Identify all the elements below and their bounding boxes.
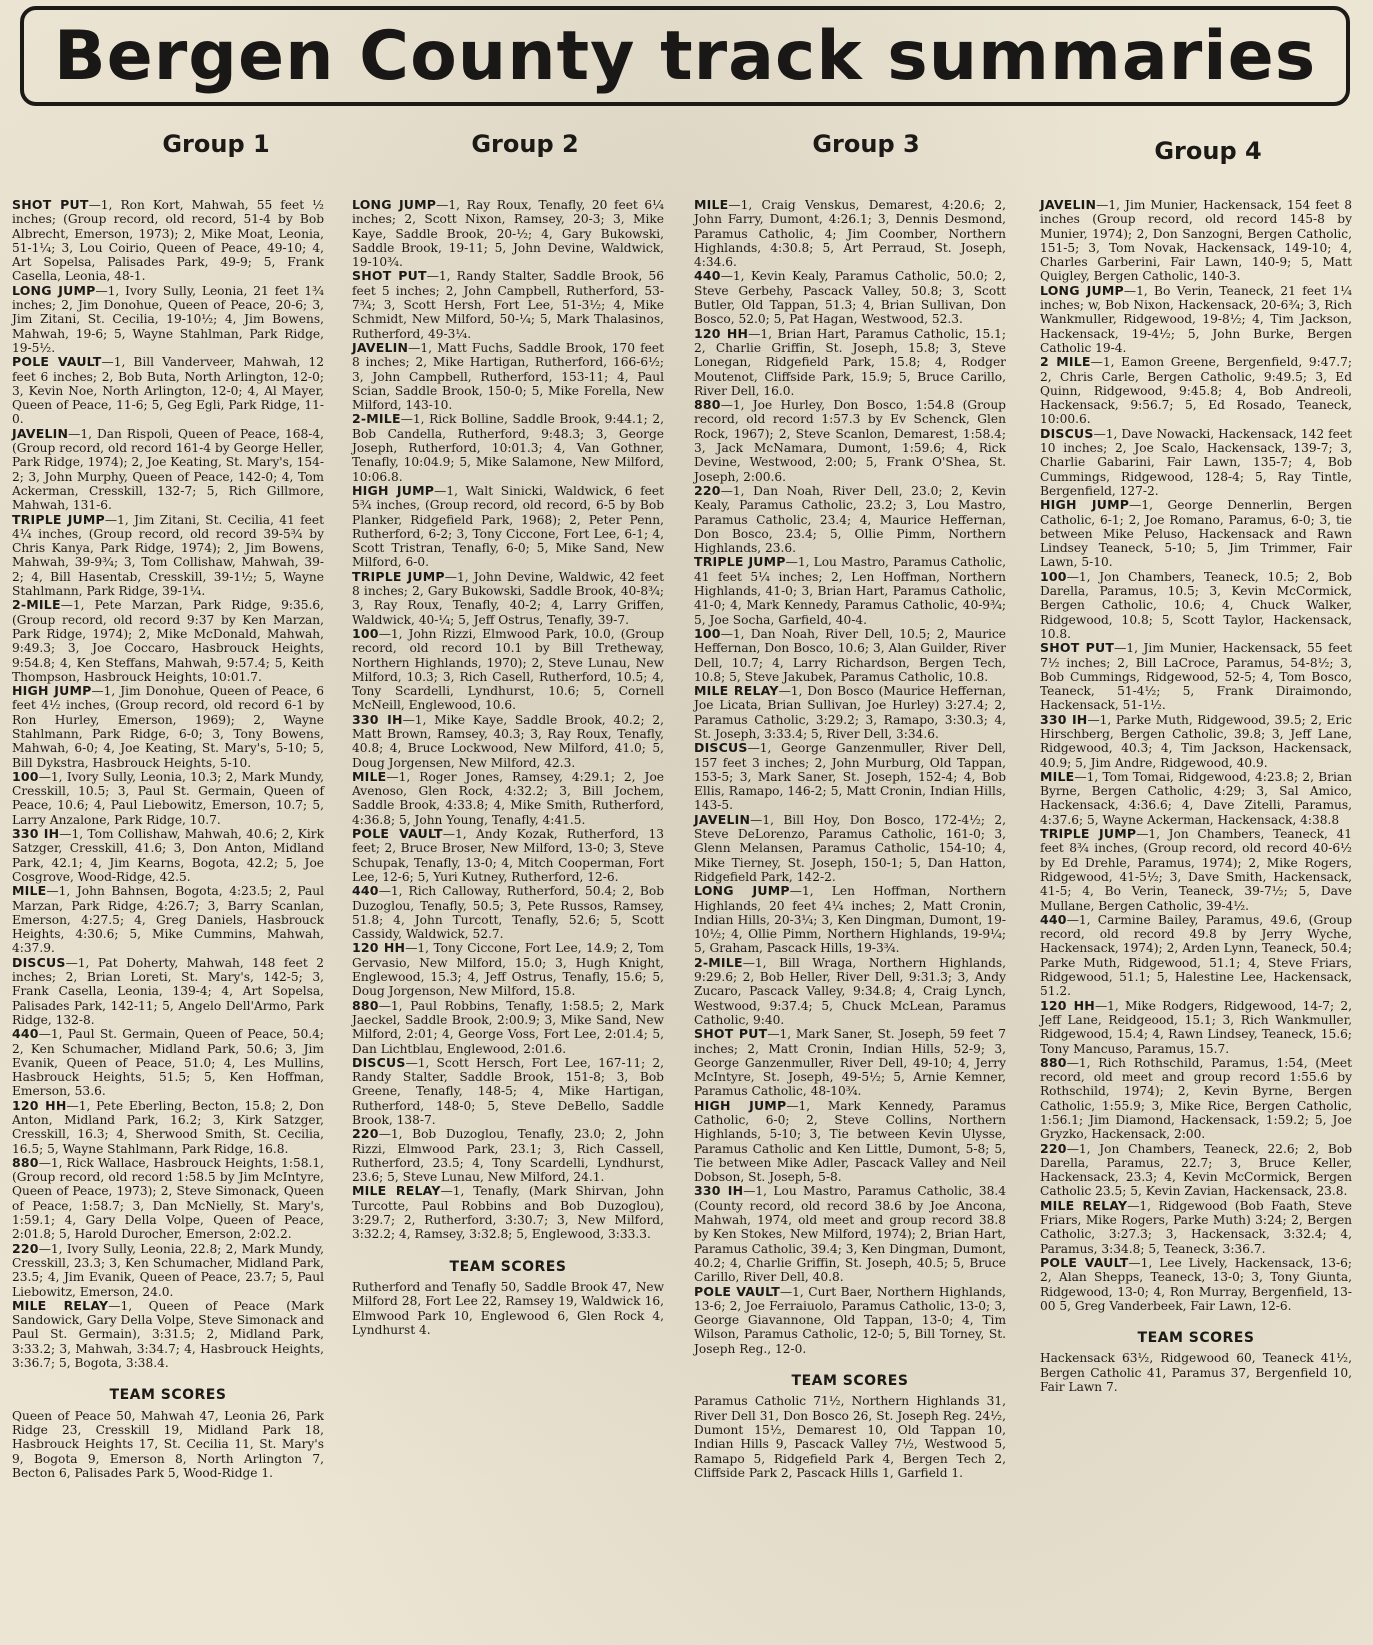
event-name: 880 xyxy=(12,1154,39,1170)
event-result xyxy=(694,684,1006,741)
event-text: —1, Jon Chambers, Teaneck, 41 feet 8¾ inches, (Group record, old record 40-6½ by Ed Drehle, Paramus, 1974); 2, Mike Rogers, Ridgewood, 41-5½; 3, Dave Smith, Hackensack, 41-5; 4, Bo Verin, Teaneck, 39-7½; 5, Dave Mullane, Bergen Catholic, 39-4½. xyxy=(1040,827,1352,913)
event-result xyxy=(12,1242,324,1299)
event-name: POLE VAULT xyxy=(694,1283,780,1299)
event-name: 220 xyxy=(1040,1140,1067,1156)
event-text: —1, Tenafly, (Mark Shirvan, John Turcotte, Paul Robbins and Bob Duzoglou), 3:29.7; 2, Rutherford, 3:30.7; 3, New Milford, 3:32.2; 4, Ramsey, 3:32.8; 5, Englewood, 3:33.3. xyxy=(352,1184,664,1242)
event-name: 2 MILE xyxy=(1040,354,1091,370)
event-result xyxy=(1040,827,1352,913)
event-text: —1, Paul St. Germain, Queen of Peace, 50.4; 2, Ken Schumacher, Midland Park, 50.6; 3, Jim Evanik, Queen of Peace, 51.0; 4, Les Mullins, Hasbrouck Heights, 51.5; 5, Ken Hoffman, Emerson, 53.6. xyxy=(12,1027,324,1099)
event-name: 100 xyxy=(1040,568,1067,584)
team-scores-text: Paramus Catholic 71½, Northern Highlands 31, River Dell 31, Don Bosco 26, St. Joseph Reg. 24½, Dumont 15½, Demarest 10, Old Tappan 10, Indian Hills 9, Pascack Valley 7½, Westwood 5, Ramapo 5, Ridgefield Park 4, Bergen Tech 2, Cliffside Park 2, Pascack Hills 1, Garfield 1. xyxy=(694,1394,1006,1480)
event-name: LONG JUMP xyxy=(1040,282,1124,298)
event-result xyxy=(12,884,324,955)
event-result xyxy=(12,513,324,599)
event-name: 2-MILE xyxy=(694,954,743,970)
event-text: —1, Walt Sinicki, Waldwick, 6 feet 5¾ inches, (Group record, old record, 6-5 by Bob Planker, Ridgefield Park, 1968); 2, Peter Penn, Rutherford, 6-2; 3, Tony Ciccone, Fort Lee, 6-1; 4, Scott Tristran, Tenafly, 6-0; 5, Mike Sand, New Milford, 6-0. xyxy=(352,483,665,570)
event-result xyxy=(12,284,324,355)
event-result xyxy=(12,355,324,426)
event-text: —1, Jim Donohue, Queen of Peace, 6 feet 4½ inches, (Group record, old record 6-1 by Ron Hurley, Emerson, 1969); 2, Wayne Stahlmann, Park Ridge, 6-0; 3, Tony Bowens, Mahwah, 6-0; 4, Joe Keating, St. Mary's, 5-10; 5, Bill Dykstra, Hasbrouck Heights, 5-10. xyxy=(12,684,325,770)
event-result xyxy=(1040,427,1352,498)
event-name: DISCUS xyxy=(12,954,66,970)
event-name: HIGH JUMP xyxy=(12,683,92,699)
event-result xyxy=(352,484,664,570)
event-text: —1, Rich Calloway, Rutherford, 50.4; 2, Bob Duzoglou, Tenafly, 50.5; 3, Pete Russos, Ramsey, 51.8; 4, John Turcott, Tenafly, 52.6; 5, Scott Cassidy, Waldwick, 52.7. xyxy=(352,884,664,942)
event-result xyxy=(12,1099,324,1156)
event-text: —1, Mark Saner, St. Joseph, 59 feet 7 inches; 2, Matt Cronin, Indian Hills, 52-9; 3, George Ganzenmuller, River Dell, 49-10; 4, Jerry McIntyre, St. Joseph, 49-5½; 5, Arnie Kemner, Paramus Catholic, 48-10¾. xyxy=(694,1027,1006,1099)
event-name: HIGH JUMP xyxy=(1040,497,1130,513)
event-result xyxy=(352,999,664,1056)
group-4-heading: Group 4 xyxy=(1154,137,1262,165)
event-text: —1, Ivory Sully, Leonia, 22.8; 2, Mark Mundy, Cresskill, 23.3; 3, Ken Schumacher, Midland Park, 23.5; 4, Jim Evanik, Queen of Peace, 23.7; 5, Paul Liebowitz, Emerson, 24.0. xyxy=(12,1241,324,1299)
event-result xyxy=(12,770,324,827)
event-result xyxy=(12,1027,324,1098)
event-name: 440 xyxy=(12,1026,39,1042)
event-result xyxy=(352,713,664,770)
event-text: —1, Eamon Greene, Bergenfield, 9:47.7; 2, Chris Carle, Bergen Catholic, 9:49.5; 3, Ed Quinn, Ridgewood, 9:45.8; 4, Bob Andreoli, Hackensack, 9:56.7; 5, Ed Rosado, Teaneck, 10:00.6. xyxy=(1040,355,1352,427)
event-name: SHOT PUT xyxy=(1040,640,1115,656)
event-text: —1, Tony Ciccone, Fort Lee, 14.9; 2, Tom Gervasio, New Milford, 15.0; 3, Hugh Knight, Englewood, 15.3; 4, Jeff Ostrus, Tenafly, 15.6; 5, Doug Jorgenson, New Milford, 15.8. xyxy=(352,941,664,999)
event-result xyxy=(1040,713,1352,770)
event-text: —1, Scott Hersch, Fort Lee, 167-11; 2, Randy Stalter, Saddle Brook, 151-8; 3, Bob Greene, Tenafly, 148-5; 4, Mike Hartigan, Rutherford, 148-0; 5, Steve DeBello, Saddle Brook, 138-7. xyxy=(352,1055,664,1127)
event-text: —1, Lee Lively, Hackensack, 13-6; 2, Alan Shepps, Teaneck, 13-0; 3, Tony Giunta, Ridgewood, 13-0; 4, Ron Murray, Bergenfield, 13-00 5, Greg Vanderbeek, Fair Lawn, 12-6. xyxy=(1040,1255,1352,1313)
event-name: MILE RELAY xyxy=(352,1183,441,1199)
event-text: —1, Len Hoffman, Northern Highlands, 20 feet 4¼ inches; 2, Matt Cronin, Indian Hills, 20-3¼; 3, Ken Dingman, Dumont, 19-10½; 4, Ollie Pimm, Northern Highlands, 19-9¼; 5, Graham, Pascack Hills, 19-3¾. xyxy=(694,884,1006,956)
event-text: —1, Parke Muth, Ridgewood, 39.5; 2, Eric Hirschberg, Bergen Catholic, 39.8; 3, Jeff Lane, Ridgewood, 40.3; 4, Tim Jackson, Hackensack, 40.9; 5, Jim Andre, Ridgewood, 40.9. xyxy=(1040,712,1353,770)
event-text: —1, Ray Roux, Tenafly, 20 feet 6¼ inches; 2, Scott Nixon, Ramsey, 20-3; 3, Mike Kaye, Saddle Brook, 20-½; 4, Gary Bukowski, Saddle Brook, 19-11; 5, John Devine, Waldwick, 19-10¾. xyxy=(352,198,664,270)
event-name: 330 IH xyxy=(1040,711,1088,727)
event-result xyxy=(1040,770,1352,827)
event-name: TRIPLE JUMP xyxy=(12,511,105,527)
team-scores-text: Hackensack 63½, Ridgewood 60, Teaneck 41½, Bergen Catholic 41, Paramus 37, Bergenfield 10, Fair Lawn 7. xyxy=(1040,1351,1352,1395)
event-result xyxy=(1040,570,1352,641)
group-3-column xyxy=(694,198,1006,1480)
event-text: —1, George Dennerlin, Bergen Catholic, 6-1; 2, Joe Romano, Paramus, 6-0; 3, tie between Mike Peluso, Hackensack and Rawn Lindsey Teaneck, 5-10; 5, Jim Trimmer, Fair Lawn, 5-10. xyxy=(1040,498,1352,570)
event-text: —1, Tom Collishaw, Mahwah, 40.6; 2, Kirk Satzger, Cresskill, 41.6; 3, Don Anton, Midland Park, 42.1; 4, Jim Kearns, Bogota, 42.2; 5, Joe Cosgrove, Wood-Ridge, 42.5. xyxy=(12,827,324,884)
event-text: —1, Bill Wraga, Northern Highlands, 9:29.6; 2, Bob Heller, River Dell, 9:31.3; 3, Andy Zucaro, Pascack Valley, 9:34.8; 4, Craig Lynch, Westwood, 9:37.4; 5, Chuck McLean, Paramus Catholic, 9:40. xyxy=(694,955,1006,1027)
event-text: —1, Lou Mastro, Paramus Catholic, 41 feet 5¼ inches; 2, Len Hoffman, Northern Highlands, 41-0; 3, Brian Hart, Paramus Catholic, 41-0; 4, Mark Kennedy, Paramus Catholic, 40-9¾; 5, Joe Socha, Garfield, 40-4. xyxy=(694,555,1007,627)
event-name: 2-MILE xyxy=(352,411,401,427)
event-name: SHOT PUT xyxy=(12,197,89,212)
event-name: MILE RELAY xyxy=(12,1297,109,1313)
event-result xyxy=(694,1184,1006,1284)
event-text: —1, Roger Jones, Ramsey, 4:29.1; 2, Joe Avenoso, Glen Rock, 4:32.2; 3, Bill Jochem, Saddle Brook, 4:33.8; 4, Mike Smith, Rutherford, 4:36.8; 5, John Young, Tenafly, 4:41.5. xyxy=(352,769,664,827)
event-text: —1, Rich Rothschild, Paramus, 1:54, (Meet record, old meet and group record 1:55.6 by Rothschild, 1974); 2, Kevin Byrne, Bergen Catholic, 1:55.9; 3, Mike Rice, Bergen Catholic, 1:56.1; Jim Diamond, Hackensack, 1:59.2; 5, Joe Gryzko, Hackensack, 2:00. xyxy=(1040,1055,1352,1142)
event-text: —1, Bill Vanderveer, Mahwah, 12 feet 6 inches; 2, Bob Buta, North Arlington, 12-0; 3, Kevin Noe, North Arlington, 12-0; 4, Al Mayer, Queen of Peace, 11-6; 5, Geg Egli, Park Ridge, 11-0. xyxy=(12,355,324,427)
event-text: —1, Joe Hurley, Don Bosco, 1:54.8 (Group record, old record 1:57.3 by Ev Schenck, Glen Rock, 1967); 2, Steve Scanlon, Demarest, 1:58.4; 3, Jack McNamara, Dumont, 1:59.6; 4, Rick Devine, Westwood, 2:00; 5, Frank O'Shea, St. Joseph, 2:00.6. xyxy=(694,398,1006,484)
event-result xyxy=(352,570,664,627)
event-result xyxy=(1040,641,1352,712)
event-name: MILE xyxy=(1040,768,1075,784)
event-text: —1, John Bahnsen, Bogota, 4:23.5; 2, Paul Marzan, Park Ridge, 4:26.7; 3, Barry Scanlan, Emerson, 4:27.5; 4, Greg Daniels, Hasbrouck Heights, 4:30.6; 5, Mike Cummins, Mahwah, 4:37.9. xyxy=(12,884,324,956)
event-name: 220 xyxy=(12,1240,39,1256)
event-text: —1, Pat Doherty, Mahwah, 148 feet 2 inches; 2, Brian Loreti, St. Mary's, 142-5; 3, Frank Casella, Leonia, 139-4; 4, Art Sopelsa, Palisades Park, 142-11; 5, Angelo Dell'Armo, Park Ridge, 132-8. xyxy=(12,955,324,1027)
event-result xyxy=(1040,198,1352,284)
event-result xyxy=(1040,1199,1352,1256)
event-name: JAVELIN xyxy=(12,425,69,441)
team-scores-heading: TEAM SCORES xyxy=(449,1258,567,1275)
event-name: 330 IH xyxy=(12,826,60,842)
group-3-heading: Group 3 xyxy=(812,130,920,158)
event-result xyxy=(352,1127,664,1184)
event-text: —1, Don Bosco (Maurice Heffernan, Joe Licata, Brian Sullivan, Joe Hurley) 3:27.4; 2, Paramus Catholic, 3:29.2; 3, Ramapo, 3:30.3; 4, St. Joseph, 3:33.4; 5, River Dell, 3:34.6. xyxy=(694,684,1006,741)
event-name: 440 xyxy=(352,883,379,899)
team-scores-heading: TEAM SCORES xyxy=(791,1373,909,1390)
event-text: —1, Andy Kozak, Rutherford, 13 feet; 2, Bruce Broser, New Milford, 13-0; 3, Steve Schupak, Tenafly, 13-0; 4, Mitch Cooperman, Fort Lee, 12-6; 5, Yuri Kutney, Rutherford, 12-6. xyxy=(352,827,664,884)
event-result xyxy=(12,827,324,884)
event-result xyxy=(352,412,664,483)
event-result xyxy=(694,1099,1006,1185)
event-name: JAVELIN xyxy=(694,811,751,827)
event-name: 120 HH xyxy=(694,325,749,341)
event-text: —1, Curt Baer, Northern Highlands, 13-6; 2, Joe Ferraiuolo, Paramus Catholic, 13-0; 3, George Giavannone, Old Tappan, 13-0; 4, Tim Wilson, Paramus Catholic, 12-0; 5, Bill Torney, St. Joseph Reg., 12-0. xyxy=(694,1284,1006,1356)
event-text: —1, Dan Noah, River Dell, 23.0; 2, Kevin Kealy, Paramus Catholic, 23.2; 3, Lou Mastro, Paramus Catholic, 23.4; 4, Maurice Heffernan, Don Bosco, 23.4; 5, Ollie Pimm, Northern Highlands, 23.6. xyxy=(694,483,1006,556)
event-result xyxy=(694,555,1006,626)
event-name: LONG JUMP xyxy=(352,197,437,212)
event-result xyxy=(694,198,1006,269)
event-result xyxy=(694,1285,1006,1356)
event-result xyxy=(694,741,1006,812)
event-result xyxy=(352,884,664,941)
page-title: Bergen County track summaries xyxy=(53,16,1317,96)
event-result xyxy=(352,341,664,412)
event-result xyxy=(12,198,324,284)
event-result xyxy=(12,684,324,770)
event-text: —1, Bob Duzoglou, Tenafly, 23.0; 2, John Rizzi, Elmwood Park, 23.1; 3, Rich Cassell, Rutherford, 23.5; 4, Tony Scardelli, Lyndhurst, 23.6; 5, Steve Lunau, New Milford, 24.1. xyxy=(352,1127,664,1185)
event-name: 120 HH xyxy=(12,1097,67,1113)
event-result xyxy=(1040,498,1352,569)
event-text: —1, Mike Rodgers, Ridgewood, 14-7; 2, Jeff Lane, Reidgeood, 15.1; 3, Rich Wankmuller, Ridgewood, 15.4; 4, Rawn Lindsey, Teaneck, 15.6; Tony Mancuso, Paramus, 15.7. xyxy=(1040,998,1352,1056)
event-name: 330 IH xyxy=(694,1183,744,1199)
group-2-heading: Group 2 xyxy=(471,130,579,158)
event-name: DISCUS xyxy=(1040,425,1094,441)
event-name: 880 xyxy=(352,997,379,1013)
event-result xyxy=(1040,355,1352,426)
event-result xyxy=(1040,1256,1352,1313)
event-text: —1, Pete Eberling, Becton, 15.8; 2, Don Anton, Midland Park, 16.2; 3, Kirk Satzger, Cresskill, 16.3; 4, Sherwood Smith, St. Cecilia, 16.5; 5, Wayne Stahlmann, Park Ridge, 16.8. xyxy=(12,1098,325,1156)
event-name: MILE RELAY xyxy=(1040,1197,1128,1213)
event-name: MILE xyxy=(12,883,47,899)
event-text: —1, Dan Rispoli, Queen of Peace, 168-4, (Group record, old record 161-4 by George Heller, Park Ridge, 1974); 2, Joe Keating, St. Mary's, 154-2; 3, John Murphy, Queen of Peace, 142-0; 4, Tom Ackerman, Cresskill, 132-7; 5, Rich Gillmore, Mahwah, 131-6. xyxy=(12,426,324,513)
event-result xyxy=(694,813,1006,884)
event-result xyxy=(694,269,1006,326)
event-result xyxy=(12,1299,324,1370)
event-text: —1, Pete Marzan, Park Ridge, 9:35.6, (Group record, old record 9:37 by Ken Marzan, Park Ridge, 1974); 2, Mike McDonald, Mahwah, 9:49.3; 3, Joe Coccaro, Hasbrouck Heights, 9:54.8; 4, Ken Steffans, Mahwah, 9:57.4; 5, Keith Thompson, Hasbrouck Heights, 10:01.7. xyxy=(12,598,324,684)
event-text: —1, Tom Tomai, Ridgewood, 4:23.8; 2, Brian Byrne, Bergen Catholic, 4:29; 3, Sal Amico, Hackensack, 4:36.6; 4, Dave Zitelli, Paramus, 4:37.6; 5, Wayne Ackerman, Hackensack, 4:38.8 xyxy=(1040,769,1352,827)
event-name: MILE RELAY xyxy=(694,683,779,699)
event-result xyxy=(694,627,1006,684)
event-text: —1, Mike Kaye, Saddle Brook, 40.2; 2, Matt Brown, Ramsey, 40.3; 3, Ray Roux, Tenafly, 40.8; 4, Bruce Lockwood, New Milford, 41.0; 5, Doug Jorgensen, New Milford, 42.3. xyxy=(352,712,664,770)
event-text: —1, Ivory Sully, Leonia, 21 feet 1¾ inches; 2, Jim Donohue, Queen of Peace, 20-6; 3, Jim Zitani, St. Cecilia, 19-10½; 4, Jim Bowens, Mahwah, 19-6; 5, Wayne Stahlman, Park Ridge, 19-5½. xyxy=(12,283,324,355)
event-text: —1, Jim Munier, Hackensack, 154 feet 8 inches (Group record, old record 145-8 by Munier, 1974); 2, Don Sanzogni, Bergen Catholic, 151-5; 3, Tom Novak, Hackensack, 149-10; 4, Charles Garberini, Fair Lawn, 140-9; 5, Matt Quigley, Bergen Catholic, 140-3. xyxy=(1040,198,1352,284)
event-name: DISCUS xyxy=(694,740,748,756)
event-name: 330 IH xyxy=(352,711,403,727)
event-name: POLE VAULT xyxy=(352,826,443,842)
event-result xyxy=(352,1184,664,1241)
event-result xyxy=(694,484,1006,555)
event-text: —1, Ron Kort, Mahwah, 55 feet ½ inches; (Group record, old record, 51-4 by Bob Albrecht, Emerson, 1973); 2, Mike Moat, Leonia, 51-1¼; 3, Lou Coirio, Queen of Peace, 49-10; 4, Art Sopelsa, Palisades Park, 49-9; 5, Frank Casella, Leonia, 48-1. xyxy=(12,198,324,284)
event-name: JAVELIN xyxy=(352,339,409,355)
event-name: 880 xyxy=(694,397,721,413)
event-name: 120 HH xyxy=(1040,997,1095,1013)
event-text: —1, Paul Robbins, Tenafly, 1:58.5; 2, Mark Jaeckel, Saddle Brook, 2:00.9; 3, Mike Sand, New Milford, 2:01; 4, George Voss, Fort Lee, 2:01.4; 5, Dan Lichtblau, Englewood, 2:01.6. xyxy=(352,998,664,1056)
event-text: —1, Brian Hart, Paramus Catholic, 15.1; 2, Charlie Griffin, St. Joseph, 15.8; 3, Steve Lonegan, Ridgefield Park, 15.8; 4, Rodger Moutenot, Cliffside Park, 15.9; 5, Bruce Carillo, River Dell, 16.0. xyxy=(694,326,1006,398)
event-result xyxy=(352,1056,664,1127)
event-name: 220 xyxy=(694,482,721,498)
event-text: —1, Matt Fuchs, Saddle Brook, 170 feet 8 inches; 2, Mike Hartigan, Rutherford, 166-6½; 3, John Campbell, Rutherford, 153-11; 4, Paul Scian, Saddle Brook, 150-0; 5, Mike Forella, New Milford, 143-10. xyxy=(352,340,664,413)
group-1-column xyxy=(12,198,324,1480)
event-text: —1, Rick Bolline, Saddle Brook, 9:44.1; 2, Bob Candella, Rutherford, 9:48.3; 3, George Joseph, Rutherford, 10:01.3; 4, Van Gothner, Tenafly, 10:04.9; 5, Mike Salamone, New Milford, 10:06.8. xyxy=(352,412,664,484)
event-text: —1, Kevin Kealy, Paramus Catholic, 50.0; 2, Steve Gerbehy, Pascack Valley, 50.8; 3, Scott Butler, Old Tappan, 51.3; 4, Brian Sullivan, Don Bosco, 52.0; 5, Pat Hagan, Westwood, 52.3. xyxy=(694,269,1006,327)
event-text: —1, Jon Chambers, Teaneck, 22.6; 2, Bob Darella, Paramus, 22.7; 3, Bruce Keller, Hackensack, 23.3; 4, Kevin McCormick, Bergen Catholic 23.5; 5, Kevin Zavian, Hackensack, 23.8. xyxy=(1040,1141,1352,1199)
event-text: —1, Lou Mastro, Paramus Catholic, 38.4 (County record, old record 38.6 by Joe Ancona, Mahwah, 1974, old meet and group record 38.8 by Ken Stokes, New Milford, 1974); 2, Brian Hart, Paramus Catholic, 39.4; 3, Ken Dingman, Dumont, 40.2; 4, Charlie Griffin, St. Joseph, 40.5; 5, Bruce Carillo, River Dell, 40.8. xyxy=(694,1184,1006,1285)
event-result xyxy=(12,598,324,684)
team-scores-text: Rutherford and Tenafly 50, Saddle Brook 47, New Milford 28, Fort Lee 22, Ramsey 19, Waldwick 16, Elmwood Park 10, Englewood 6, Glen Rock 4, Lyndhurst 4. xyxy=(352,1279,664,1337)
event-text: —1, Ivory Sully, Leonia, 10.3; 2, Mark Mundy, Cresskill, 10.5; 3, Paul St. Germain, Queen of Peace, 10.6; 4, Paul Liebowitz, Emerson, 10.7; 5, Larry Anzalone, Park Ridge, 10.7. xyxy=(12,769,324,827)
event-result xyxy=(12,956,324,1027)
event-text: —1, Craig Venskus, Demarest, 4:20.6; 2, John Farry, Dumont, 4:26.1; 3, Dennis Desmond, Paramus Catholic, 4; Jim Coomber, Northern Highlands, 4:30.8; 5, Art Perraud, St. Joseph, 4:34.6. xyxy=(694,198,1006,270)
team-scores-heading: TEAM SCORES xyxy=(1137,1330,1255,1347)
event-result xyxy=(352,627,664,713)
event-result xyxy=(352,269,664,340)
event-result xyxy=(352,198,664,269)
event-name: DISCUS xyxy=(352,1054,406,1070)
event-result xyxy=(694,1027,1006,1098)
event-name: POLE VAULT xyxy=(12,354,102,370)
event-name: 2-MILE xyxy=(12,597,61,613)
event-result xyxy=(694,327,1006,398)
event-result xyxy=(352,770,664,827)
event-result xyxy=(1040,913,1352,999)
group-1-heading: Group 1 xyxy=(162,130,270,158)
event-text: —1, Bill Hoy, Don Bosco, 172-4½; 2, Steve DeLorenzo, Paramus Catholic, 161-0; 3, Glenn Melansen, Paramus Catholic, 154-10; 4, Mike Tierney, St. Joseph, 150-1; 5, Dan Hatton, Ridgefield Park, 142-2. xyxy=(694,812,1006,884)
event-text: —1, Mark Kennedy, Paramus Catholic, 6-0; 2, Steve Collins, Northern Highlands, 5-10; 3, Tie between Kevin Ulysse, Paramus Catholic and Ken Little, Dumont, 5-8; 5, Tie between Mike Adler, Pascack Valley and Neil Dobson, St. Joseph, 5-8. xyxy=(694,1098,1006,1185)
event-text: —1, Jim Zitani, St. Cecilia, 41 feet 4¼ inches, (Group record, old record 39-5¾ by Chris Kanya, Park Ridge, 1974); 2, Jim Bowens, Mahwah, 39-9¾; 3, Tom Collishaw, Mahwah, 39-2; 4, Bill Hasentab, Cresskill, 39-1½; 5, Wayne Stahlmann, Park Ridge, 39-1¼. xyxy=(12,512,324,599)
event-result xyxy=(694,884,1006,955)
event-name: 440 xyxy=(694,268,721,284)
event-result xyxy=(1040,1056,1352,1142)
event-name: LONG JUMP xyxy=(12,282,96,298)
event-name: SHOT PUT xyxy=(352,268,427,284)
event-result xyxy=(352,941,664,998)
group-4-column xyxy=(1040,198,1352,1394)
event-name: TRIPLE JUMP xyxy=(352,568,445,584)
event-name: HIGH JUMP xyxy=(694,1097,787,1113)
event-result xyxy=(12,1156,324,1242)
event-result xyxy=(1040,1142,1352,1199)
event-text: —1, Ridgewood (Bob Faath, Steve Friars, Mike Rogers, Parke Muth) 3:24; 2, Bergen Catholic, 3:27.3; 3, Hackensack, 3:32.4; 4, Paramus, 3:34.8; 5, Teaneck, 3:36.7. xyxy=(1040,1198,1352,1256)
event-name: JAVELIN xyxy=(1040,197,1097,212)
group-2-column xyxy=(352,198,664,1337)
event-text: —1, Rick Wallace, Hasbrouck Heights, 1:58.1, (Group record, old record 1:58.5 by Jim McIntyre, Queen of Peace, 1973); 2, Steve Simonack, Queen of Peace, 1:58.7; 3, Dan McNielly, St. Mary's, 1:59.1; 4, Gary Della Volpe, Queen of Peace, 2:01.8; 5, Harold Durocher, Emerson, 2:02.2. xyxy=(12,1155,324,1242)
event-name: MILE xyxy=(694,197,729,212)
event-text: —1, Carmine Bailey, Paramus, 49.6, (Group record, old record 49.8 by Jerry Wyche, Hackensack, 1974); 2, Arden Lynn, Teaneck, 50.4; Parke Muth, Ridgewood, 51.1; 4, Steve Friars, Ridgewood, 51.1; 5, Halestine Lee, Hackensack, 51.2. xyxy=(1040,912,1352,999)
event-text: —1, Bo Verin, Teaneck, 21 feet 1¼ inches; w, Bob Nixon, Hackensack, 20-6¾; 3, Rich Wankmuller, Ridgewood, 19-8½; 4, Tim Jackson, Hackensack, 19-4½; 5, John Burke, Bergen Catholic 19-4. xyxy=(1040,283,1352,355)
team-scores-text: Queen of Peace 50, Mahwah 47, Leonia 26, Park Ridge 23, Cresskill 19, Midland Park 18, Hasbrouck Heights 17, St. Cecilia 11, St. Mary's 9, Bogota 9, Emerson 8, North Arlington 7, Becton 6, Palisades Park 5, Wood-Ridge 1. xyxy=(12,1408,324,1480)
team-scores-heading: TEAM SCORES xyxy=(109,1387,227,1404)
event-name: HIGH JUMP xyxy=(352,482,435,498)
event-result xyxy=(12,427,324,513)
event-name: 880 xyxy=(1040,1054,1067,1070)
event-name: 120 HH xyxy=(352,940,406,956)
event-name: MILE xyxy=(352,768,387,784)
event-text: —1, Jim Munier, Hackensack, 55 feet 7½ inches; 2, Bill LaCroce, Paramus, 54-8½; 3, Bob Cummings, Ridgewood, 52-5; 4, Tom Bosco, Teaneck, 51-4½; 5, Frank Diraimondo, Hackensack, 51-1½. xyxy=(1040,641,1352,713)
event-name: TRIPLE JUMP xyxy=(1040,826,1137,842)
event-result xyxy=(352,827,664,884)
event-name: 100 xyxy=(352,625,379,641)
event-text: —1, George Ganzenmuller, River Dell, 157 feet 3 inches; 2, John Murburg, Old Tappan, 153-5; 3, Mark Saner, St. Joseph, 152-4; 4, Bob Ellis, Ramapo, 146-2; 5, Matt Cronin, Indian Hills, 143-5. xyxy=(694,741,1006,813)
event-result xyxy=(1040,284,1352,355)
event-text: —1, Queen of Peace (Mark Sandowick, Gary Della Volpe, Steve Simonack and Paul St. Germain), 3:31.5; 2, Midland Park, 3:33.2; 3, Mahwah, 3:34.7; 4, Hasbrouck Heights, 3:36.7; 5, Bogota, 3:38.4. xyxy=(12,1298,325,1371)
event-text: —1, Dave Nowacki, Hackensack, 142 feet 10 inches; 2, Joe Scalo, Hackensack, 139-7; 3, Charlie Gabarini, Fair Lawn, 135-7; 4, Bob Cummings, Ridgewood, 128-4; 5, Ray Tintle, Bergenfield, 127-2. xyxy=(1040,426,1352,498)
event-name: 440 xyxy=(1040,911,1067,927)
event-name: 100 xyxy=(12,768,39,784)
event-text: —1, John Rizzi, Elmwood Park, 10.0, (Group record, old record 10.1 by Bill Tretheway, Northern Highlands, 1970); 2, Steve Lunau, New Milford, 10.3; 3, Rich Casell, Rutherford, 10.5; 4, Tony Scardelli, Lyndhurst, 10.6; 5, Cornell McNeill, Englewood, 10.6. xyxy=(352,626,664,713)
event-name: 100 xyxy=(694,625,721,641)
title-banner xyxy=(20,6,1350,106)
event-text: —1, Jon Chambers, Teaneck, 10.5; 2, Bob Darella, Paramus, 10.5; 3, Kevin McCormick, Bergen Catholic, 10.6; 4, Chuck Walker, Ridgewood, 10.8; 5, Scott Taylor, Hackensack, 10.8. xyxy=(1040,569,1352,641)
event-name: TRIPLE JUMP xyxy=(694,554,786,570)
event-name: 220 xyxy=(352,1126,379,1142)
event-name: POLE VAULT xyxy=(1040,1254,1129,1270)
event-result xyxy=(694,398,1006,484)
event-result xyxy=(694,956,1006,1027)
event-name: LONG JUMP xyxy=(694,883,790,899)
event-text: —1, John Devine, Waldwic, 42 feet 8 inches; 2, Gary Bukowski, Saddle Brook, 40-8¾; 3, Ray Roux, Tenafly, 40-2; 4, Larry Griffen, Waldwick, 40-¼; 5, Jeff Ostrus, Tenafly, 39-7. xyxy=(352,569,664,627)
event-name: SHOT PUT xyxy=(694,1026,768,1042)
event-text: —1, Dan Noah, River Dell, 10.5; 2, Maurice Heffernan, Don Bosco, 10.6; 3, Alan Guilder, River Dell, 10.7; 4, Larry Richardson, Bergen Tech, 10.8; 5, Steve Jakubek, Paramus Catholic, 10.8. xyxy=(694,626,1006,684)
event-text: —1, Randy Stalter, Saddle Brook, 56 feet 5 inches; 2, John Campbell, Rutherford, 53-7¾; 3, Scott Hersh, Fort Lee, 51-3½; 4, Mike Schmidt, New Milford, 50-¼; 5, Mark Thalasinos, Rutherford, 49-3¼. xyxy=(352,269,664,341)
event-result xyxy=(1040,999,1352,1056)
